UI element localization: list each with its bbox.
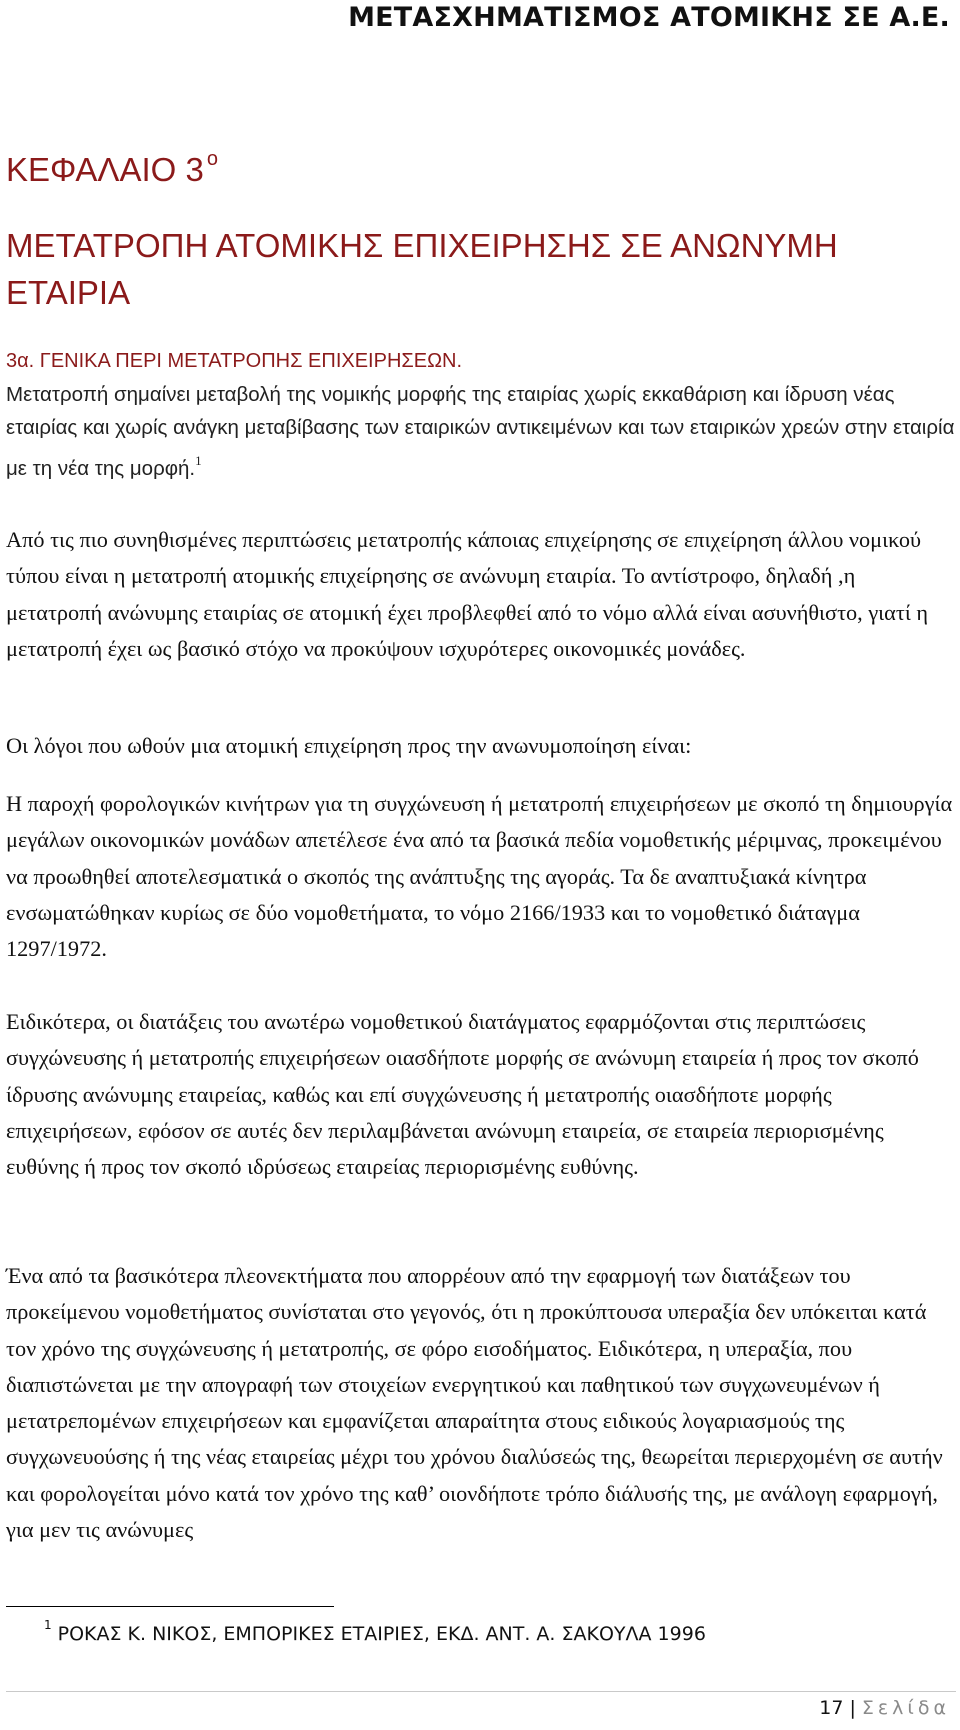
page-number: 17 (819, 1697, 844, 1719)
paragraph-2: Οι λόγοι που ωθούν μια ατομική επιχείρηση προς την ανωνυμοποίηση είναι: (6, 733, 692, 758)
paragraph-1: Από τις πιο συνηθισμένες περιπτώσεις μετατροπής κάποιας επιχείρησης σε επιχείρηση άλλου νομικού τύπου είναι η μετατροπή ατομικής επιχείρησης σε ανώνυμη εταιρία. Το αντίστροφο, δηλαδή ,η μετατροπή ανώνυμης εταιρίας σε ατομική έχει προβλεφθεί από το νόμο αλλά είναι ασυνήθιστο, γιατί η μετατροπή έχει ως βασικό στόχο να προκύψουν ισχυρότερες οικονομικές μονάδες. (6, 527, 929, 661)
footnote-divider (6, 1606, 334, 1607)
footnote-text: ΡΟΚΑΣ Κ. ΝΙΚΟΣ, ΕΜΠΟΡΙΚΕΣ ΕΤΑΙΡΙΕΣ, ΕΚΔ. ΑΝΤ. Α. ΣΑΚΟΥΛΑ 1996 (57, 1623, 706, 1645)
footer-separator: | (849, 1697, 856, 1719)
paragraph-5: Ένα από τα βασικότερα πλεονεκτήματα που απορρέουν από την εφαρμογή των διατάξεων του προκείμενου νομοθετήματος συνίσταται στο γεγονός, ότι η προκύπτουσα υπεραξία δεν υπόκειται κατά τον χρόνο της συγχώνευσης ή μετατροπής, σε φόρο εισοδήματος. Ειδικότερα, η υπεραξία, που διαπιστώνεται με την απογραφή των στοιχείων ενεργητικού και παθητικού των συγχωνευμένων ή μετατρεπομένων επιχειρήσεων και εμφανίζεται απαραίτητα στους ειδικούς λογαριασμούς της συγχωνευούσης ή της νέας εταιρείας μέχρι του χρόνου διαλύσεώς της, θεωρείται περιερχομένη σε αυτήν και φορολογείται μόνο κατά τον χρόνο της καθ’ οιονδήποτε τρόπο διάλυσής της, με ανάλογη εφαρμογή, για μεν τις ανώνυμες (6, 1263, 943, 1543)
intro-text: Μετατροπή σημαίνει μεταβολή της νομικής μορφής της εταιρίας χωρίς εκκαθάριση και ίδρυση νέας εταιρίας και χωρίς ανάγκη μεταβίβασης των εταιρικών αντικειμένων και των εταιρικών χρεών στην εταιρία με τη νέα της μορφή. (6, 383, 955, 480)
footnote-reference[interactable]: 1 (195, 453, 202, 468)
chapter-label: ΚΕΦΑΛΑΙΟ 3 (6, 151, 204, 188)
chapter-title (6, 148, 218, 189)
page-word: Σελίδα (861, 1697, 950, 1719)
footnote-number: 1 (44, 1618, 52, 1632)
page-footer (819, 1697, 950, 1719)
running-header: ΜΕΤΑΣΧΗΜΑΤΙΣΜΟΣ ΑΤΟΜΙΚΗΣ ΣΕ Α.Ε. (348, 2, 950, 33)
footer-divider (6, 1691, 956, 1692)
chapter-ordinal: ο (206, 148, 218, 170)
footnote (44, 1618, 706, 1645)
page-title: ΜΕΤΑΤΡΟΠΗ ΑΤΟΜΙΚΗΣ ΕΠΙΧΕΙΡΗΣΗΣ ΣΕ ΑΝΩΝΥΜΗ ΕΤΑΙΡΙΑ (6, 227, 838, 311)
paragraph-4: Ειδικότερα, οι διατάξεις του ανωτέρω νομοθετικού διατάγματος εφαρμόζονται στις περιπτώσεις συγχώνευσης ή μετατροπής επιχειρήσεων οιασδήποτε μορφής σε ανώνυμη εταιρεία ή προς τον σκοπό ίδρυσης ανώνυμης εταιρείας, καθώς και επί συγχώνευσης ή μετατροπής οιασδήποτε μορφής επιχειρήσεων, εφόσον σε αυτές δεν περιλαμβάνεται ανώνυμη εταιρεία, σε εταιρεία περιορισμένης ευθύνης ή προς τον σκοπό ιδρύσεως εταιρείας περιορισμένης ευθύνης. (6, 1009, 919, 1180)
paragraph-3: Η παροχή φορολογικών κινήτρων για τη συγχώνευση ή μετατροπή επιχειρήσεων με σκοπό τη δημιουργία μεγάλων οικονομικών μονάδων απετέλεσε ένα από τα βασικά πεδία νομοθετικής μέριμνας, προκειμένου να προωθηθεί αποτελεσματικά ο σκοπός της ανάπτυξης της αγοράς. Τα δε αναπτυξιακά κίνητρα ενσωματώθηκαν κυρίως σε δύο νομοθετήματα, το νόμο 2166/1933 και το νομοθετικό διάταγμα 1297/1972. (6, 791, 953, 962)
section-heading: 3α. ΓΕΝΙΚΑ ΠΕΡΙ ΜΕΤΑΤΡΟΠΗΣ ΕΠΙΧΕΙΡΗΣΕΩΝ. (6, 350, 463, 372)
intro-paragraph (6, 378, 956, 485)
